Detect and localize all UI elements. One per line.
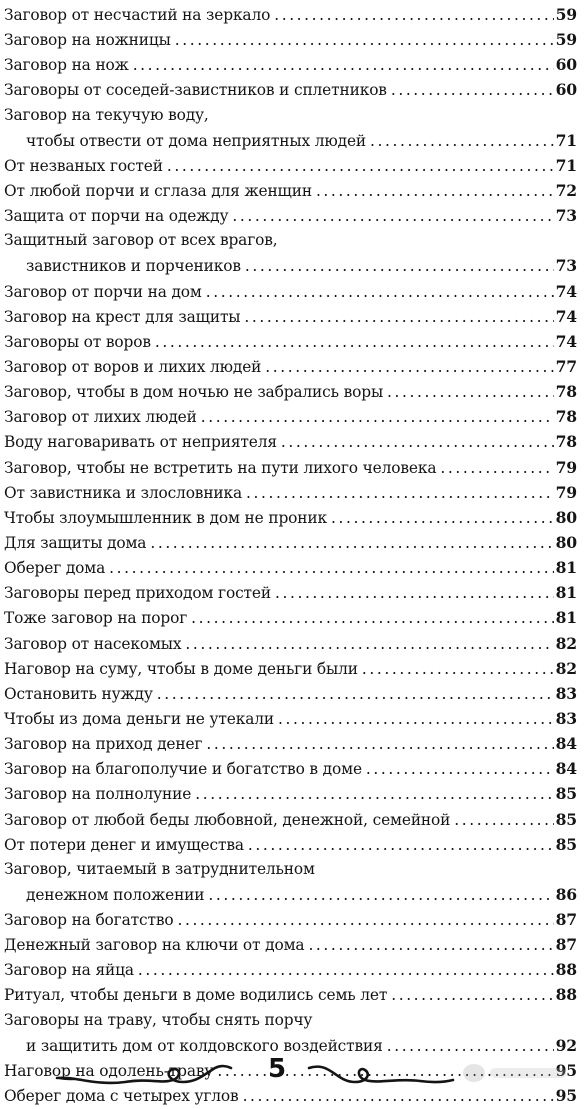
toc-entry [4, 706, 577, 731]
toc-entry-title: Заговор от несчастий на зеркало [4, 6, 271, 24]
toc-entry-title: Денежный заговор на ключи от дома [4, 936, 305, 955]
toc-page-number: 78 [555, 432, 577, 452]
toc-entry-title: Заговор от лихих людей [4, 408, 197, 427]
toc-entry-title: Заговор, чтобы не встретить на пути лихого человека [4, 458, 437, 477]
toc-entry [4, 957, 577, 982]
toc-entry [4, 857, 577, 907]
toc-page-number: 95 [555, 1060, 577, 1080]
toc-entry [4, 832, 577, 857]
toc-entry-title: Заговор от насекомых [4, 634, 182, 653]
swash-flourish-icon [55, 1060, 235, 1090]
toc-entry-title: Заговор, чтобы в дом ночью не забрались воры [4, 383, 384, 402]
toc-page-number: 59 [555, 5, 577, 24]
toc-entry [4, 228, 577, 278]
toc-entry [4, 455, 577, 480]
toc-entry-title: От любой порчи и сглаза для женщин [4, 181, 312, 200]
toc-entry-title: Заговоры от воров [4, 332, 151, 351]
dot-leader [331, 506, 554, 531]
toc-page-number: 77 [555, 356, 577, 376]
dot-leader [201, 405, 554, 430]
toc-entry [4, 756, 577, 781]
toc-page-number: 72 [555, 180, 577, 200]
toc-entry-title: Заговор на крест для защиты [4, 307, 241, 326]
toc-entry-title: Тоже заговор на порог [4, 609, 188, 628]
toc-entry [4, 681, 577, 706]
toc-page-number: 82 [555, 658, 577, 678]
toc-entry-title: Заговор на благополучие и богатство в доме [4, 760, 362, 779]
dot-leader [195, 782, 553, 807]
toc-entry-title: Заговор на богатство [4, 911, 174, 930]
toc-page-number: 74 [555, 331, 577, 351]
dot-leader [177, 908, 553, 933]
toc-entry [4, 279, 577, 304]
dot-leader [274, 3, 553, 28]
toc-entry [4, 404, 577, 429]
toc-entry [4, 530, 577, 555]
toc-entry [4, 379, 577, 404]
dot-leader [454, 808, 553, 833]
toc-entry [4, 605, 577, 630]
toc-page-number: 71 [555, 155, 577, 175]
toc-page-number: 83 [555, 683, 577, 703]
dot-leader [150, 531, 553, 556]
toc-entry-title: Защита от порчи на одежду [4, 207, 229, 226]
toc-entry-title: чтобы отвести от дома неприятных людей [26, 131, 367, 150]
toc-page-number: 71 [555, 130, 577, 150]
toc-entry-title: От потери денег и имущества [4, 835, 244, 854]
dot-leader [370, 129, 554, 154]
toc-entry-title: Заговор от любой беды любовной, денежной, семейной [4, 810, 451, 829]
toc-entry-title: Остановить нужду [4, 684, 153, 703]
toc-page-number: 84 [555, 734, 577, 754]
dot-leader [208, 883, 553, 908]
dot-leader [206, 280, 554, 305]
toc-entry-title: Чтобы злоумышленник в дом не проник [4, 508, 327, 527]
toc-entry [4, 807, 577, 832]
toc-entry [4, 103, 577, 153]
toc-page-number: 84 [555, 759, 577, 779]
toc-entry-title: Заговоры перед приходом гостей [4, 584, 271, 603]
dot-leader [391, 78, 554, 103]
toc-entry [4, 781, 577, 806]
toc-entry-title: Наговор на суму, чтобы в доме деньги были [4, 659, 358, 678]
toc-entry-title: Заговор, читаемый в затруднительном [4, 859, 315, 878]
toc-entry [4, 2, 577, 27]
dot-leader [232, 204, 553, 229]
dot-leader [278, 707, 554, 732]
toc-page-number: 83 [555, 708, 577, 728]
toc-page-number: 95 [555, 1086, 577, 1106]
toc-entry [4, 982, 577, 1007]
toc-page-number: 87 [555, 935, 577, 955]
toc-page-number: 59 [555, 30, 577, 50]
toc-entry [4, 77, 577, 102]
toc-page-number: 73 [555, 206, 577, 226]
dot-leader [366, 757, 554, 782]
toc-page-number: 80 [555, 532, 577, 552]
toc-entry-title: завистников и порчеников [26, 257, 241, 276]
toc-entry-title: денежном положении [26, 885, 205, 904]
toc-entry-title: Заговор на приход денег [4, 735, 203, 754]
toc-page-number: 88 [555, 960, 577, 980]
toc-entry-title: От незваных гостей [4, 156, 163, 175]
toc-entry [4, 505, 577, 530]
dot-leader [157, 682, 554, 707]
watermark-logo-icon [460, 1062, 570, 1084]
toc-page-number: 60 [555, 80, 577, 100]
dot-leader [281, 430, 554, 455]
dot-leader [265, 355, 553, 380]
toc-page-number: 85 [555, 784, 577, 804]
toc-entry [4, 731, 577, 756]
dot-leader [308, 933, 553, 958]
toc-page-number: 79 [555, 457, 577, 477]
dot-leader [244, 305, 553, 330]
dot-leader [387, 380, 554, 405]
dot-leader [109, 556, 553, 581]
toc-entry [4, 580, 577, 605]
toc-entry [4, 480, 577, 505]
toc-page-number: 79 [555, 482, 577, 502]
toc-entry [4, 656, 577, 681]
toc-entry-title: Заговоры на траву, чтобы снять порчу [4, 1010, 313, 1029]
toc-entry-title: От завистника и злословника [4, 483, 243, 502]
toc-entry-title: Заговоры от соседей-завистников и сплетников [4, 81, 387, 100]
toc-entry-title: Заговор на нож [4, 56, 129, 75]
toc-page-number: 86 [555, 884, 577, 904]
toc-entry-title: Заговор от порчи на дом [4, 282, 202, 301]
toc-page-number: 78 [555, 382, 577, 402]
toc-entry-title: Наговор на одолень-траву [4, 1061, 214, 1080]
dot-leader [206, 732, 553, 757]
toc-entry-title: Заговор на яйца [4, 961, 134, 980]
toc-entry [4, 27, 577, 52]
dot-leader [246, 481, 554, 506]
toc-entry [4, 354, 577, 379]
table-of-contents [0, 2, 585, 1108]
toc-page-number: 60 [555, 55, 577, 75]
toc-entry-title: Защитный заговор от всех врагов, [4, 231, 278, 250]
toc-page-number: 82 [555, 633, 577, 653]
dot-leader [175, 28, 554, 53]
toc-page-number: 92 [555, 1035, 577, 1055]
toc-page-number: 87 [555, 910, 577, 930]
toc-entry [4, 203, 577, 228]
toc-entry-title: Заговор на ножницы [4, 31, 171, 50]
toc-page-number: 81 [555, 608, 577, 628]
dot-leader [133, 53, 554, 78]
toc-page-number: 88 [555, 985, 577, 1005]
dot-leader [248, 833, 554, 858]
toc-page-number: 78 [555, 407, 577, 427]
dot-leader [167, 154, 554, 179]
toc-entry [4, 429, 577, 454]
toc-entry-title: Чтобы из дома деньги не утекали [4, 709, 274, 728]
toc-entry-title: Заговор на текучую воду, [4, 105, 209, 124]
toc-page-number: 81 [555, 558, 577, 578]
toc-entry [4, 631, 577, 656]
toc-entry [4, 52, 577, 77]
toc-entry-title: Заговор на полнолуние [4, 785, 192, 804]
dot-leader [245, 254, 554, 279]
toc-entry-title: и защитить дом от колдовского воздействия [26, 1036, 383, 1055]
toc-entry-title: Ритуал, чтобы деньги в доме водились семь лет [4, 986, 388, 1005]
dot-leader [185, 632, 553, 657]
toc-entry-title: Оберег дома с четырех углов [4, 1087, 239, 1106]
page-number: 5 [267, 1054, 287, 1084]
toc-page-number: 74 [555, 281, 577, 301]
dot-leader [391, 983, 553, 1008]
toc-entry [4, 932, 577, 957]
toc-entry [4, 178, 577, 203]
toc-entry [4, 555, 577, 580]
dot-leader [138, 958, 554, 983]
toc-page-number: 85 [555, 834, 577, 854]
toc-page-number: 85 [555, 809, 577, 829]
dot-leader [440, 456, 553, 481]
toc-entry-title: Воду наговаривать от неприятеля [4, 433, 277, 452]
dot-leader [316, 179, 554, 204]
toc-page-number: 74 [555, 306, 577, 326]
toc-page-number: 81 [555, 583, 577, 603]
toc-entry [4, 907, 577, 932]
toc-entry [4, 153, 577, 178]
toc-entry-title: Заговор от воров и лихих людей [4, 357, 262, 376]
dot-leader [362, 657, 554, 682]
toc-entry [4, 329, 577, 354]
toc-entry-title: Для защиты дома [4, 533, 147, 552]
toc-entry [4, 304, 577, 329]
dot-leader [275, 581, 554, 606]
dot-leader [191, 606, 553, 631]
toc-page-number: 80 [555, 507, 577, 527]
toc-page-number: 73 [555, 256, 577, 276]
swash-flourish-icon [305, 1060, 455, 1090]
toc-entry-title: Оберег дома [4, 559, 106, 578]
dot-leader [155, 330, 554, 355]
